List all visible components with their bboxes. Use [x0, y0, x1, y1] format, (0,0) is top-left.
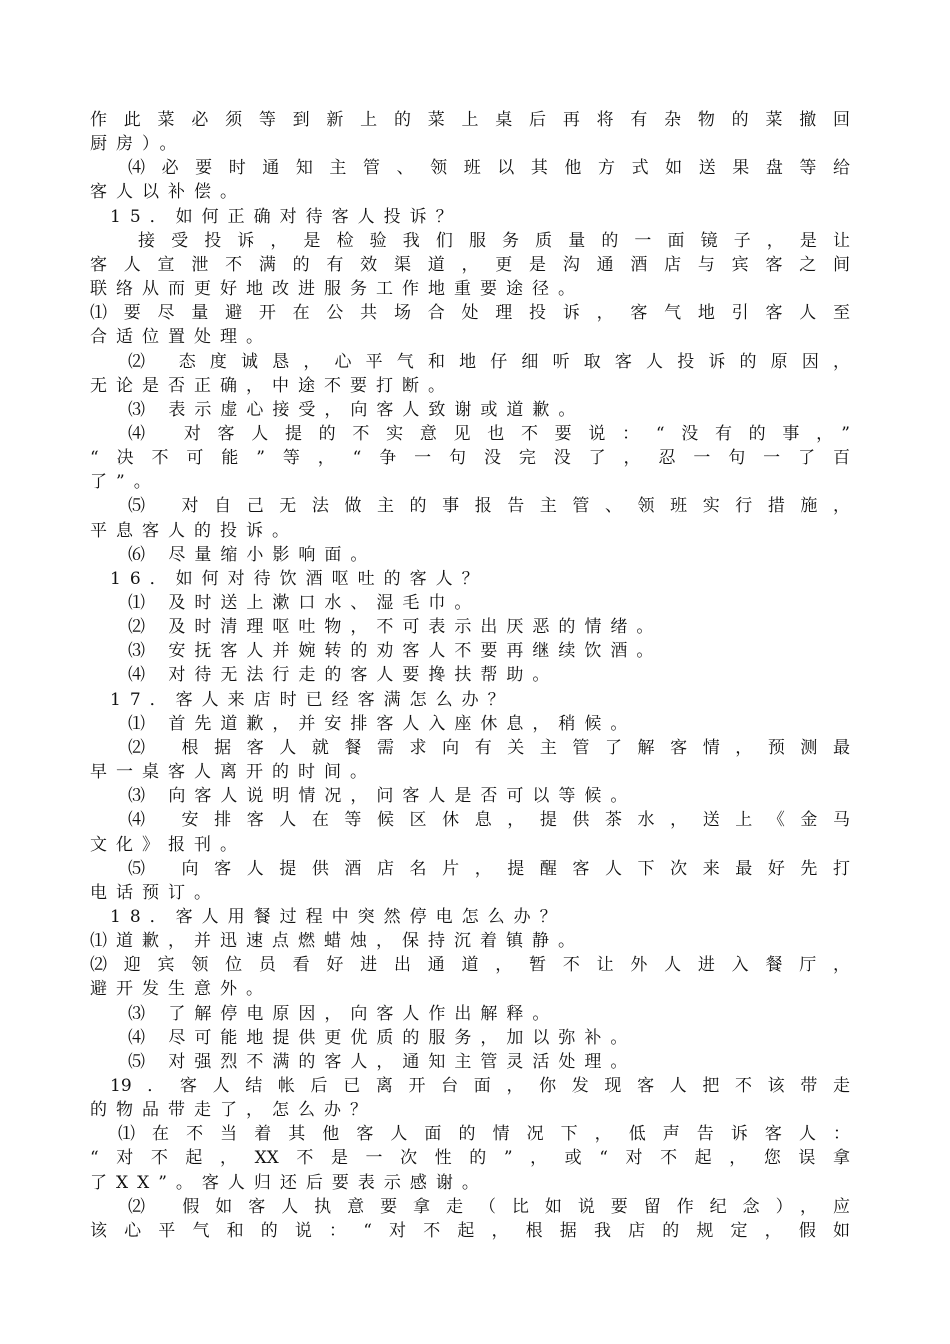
text-line: ⑷ 对客人提的不实意见也不要说：“没有的事，”	[128, 423, 850, 444]
text-line: 19．客人结帐后已离开台面，你发现客人把不该带走	[110, 1076, 850, 1096]
text-line: ⑶ 表示虚心接受，向客人致谢或道歉。	[128, 399, 585, 420]
text-line: 的物品带走了，怎么办？	[90, 1100, 376, 1121]
text-line: 16．如何对待饮酒呕吐的客人？	[110, 568, 488, 589]
text-line: 客人以补偿。	[90, 182, 246, 203]
text-line: ⑸ 向客人提供酒店名片，提醒客人下次来最好先打	[128, 858, 850, 879]
text-line: 联络从而更好地改进服务工作地重要途径。	[90, 279, 584, 300]
text-line: ⑷ 对待无法行走的客人要搀扶帮助。	[128, 665, 559, 686]
text-line: 15．如何正确对待客人投诉？	[110, 206, 462, 227]
text-line: ⑷ 尽可能地提供更优质的服务，加以弥补。	[128, 1027, 637, 1048]
text-line: 避开发生意外。	[90, 979, 272, 1000]
text-line: ⑵ 假如客人执意要拿走（比如说要留作纪念），应	[128, 1196, 850, 1217]
text-line: 了XX”。客人归还后要表示感谢。	[90, 1172, 488, 1193]
text-line: 合适位置处理。	[90, 327, 272, 348]
text-line: 客人宣泄不满的有效渠道，更是沟通酒店与宾客之间	[90, 254, 850, 275]
text-line: ⑸ 对强烈不满的客人，通知主管灵活处理。	[128, 1051, 637, 1072]
text-line: 17．客人来店时已经客满怎么办？	[110, 689, 514, 710]
text-line: ⑵ 态度诚恳，心平气和地仔细听取客人投诉的原因，	[128, 351, 850, 372]
text-line: “对不起，XX不是一次性的”，或“对不起，您误拿	[90, 1148, 850, 1169]
text-line: ⑴ 首先道歉，并安排客人入座休息，稍候。	[128, 713, 637, 734]
text-line: “决不可能”等，“争一句没完没了，忍一句一了百	[90, 448, 850, 469]
text-line: ⑶ 安抚客人并婉转的劝客人不要再继续饮酒。	[128, 641, 663, 662]
text-line: 该心平气和的说：“对不起，根据我店的规定，假如	[90, 1220, 850, 1241]
text-line: ⑴ 及时送上漱口水、湿毛巾。	[128, 593, 481, 613]
text-line: 无论是否正确，中途不要打断。	[90, 375, 454, 396]
text-line: 作此菜必须等到新上的菜上桌后再将有杂物的菜撤回	[90, 110, 850, 130]
text-line: 18．客人用餐过程中突然停电怎么办？	[110, 906, 566, 927]
text-line: ⑴要尽量避开在公共场合处理投诉，客气地引客人至	[90, 303, 850, 324]
text-line: 文化》报刊。	[90, 834, 246, 855]
text-line: ⑴在不当着其他客人面的情况下，低声告诉客人：	[118, 1124, 850, 1145]
text-line: ⑵ 及时清理呕吐物，不可表示出厌恶的情绪。	[128, 617, 663, 638]
text-line: 平息客人的投诉。	[90, 520, 298, 541]
text-line: ⑹ 尽量缩小影响面。	[128, 544, 377, 565]
text-line: 接受投诉，是检验我们服务质量的一面镜子，是让	[138, 230, 850, 251]
text-line: ⑵迎宾领位员看好进出通道，暂不让外人进入餐厅，	[90, 955, 850, 976]
text-line: ⑴道歉，并迅速点燃蜡烛，保持沉着镇静。	[90, 931, 584, 952]
text-line: 早一桌客人离开的时间。	[90, 762, 376, 783]
text-line: 电话预订。	[90, 882, 220, 903]
text-line: 了”。	[90, 472, 160, 493]
text-line: ⑶ 向客人说明情况，问客人是否可以等候。	[128, 786, 637, 807]
text-line: ⑷ 安排客人在等候区休息，提供茶水，送上《金马	[128, 810, 850, 831]
text-line: ⑵ 根据客人就餐需求向有关主管了解客情，预测最	[128, 737, 850, 758]
text-line: ⑶ 了解停电原因，向客人作出解释。	[128, 1003, 559, 1024]
text-line: ⑸ 对自己无法做主的事报告主管、领班实行措施，	[128, 496, 850, 517]
text-line: 厨房）。	[90, 134, 186, 155]
text-line: ⑷必要时通知主管、领班以其他方式如送果盘等给	[128, 158, 850, 179]
